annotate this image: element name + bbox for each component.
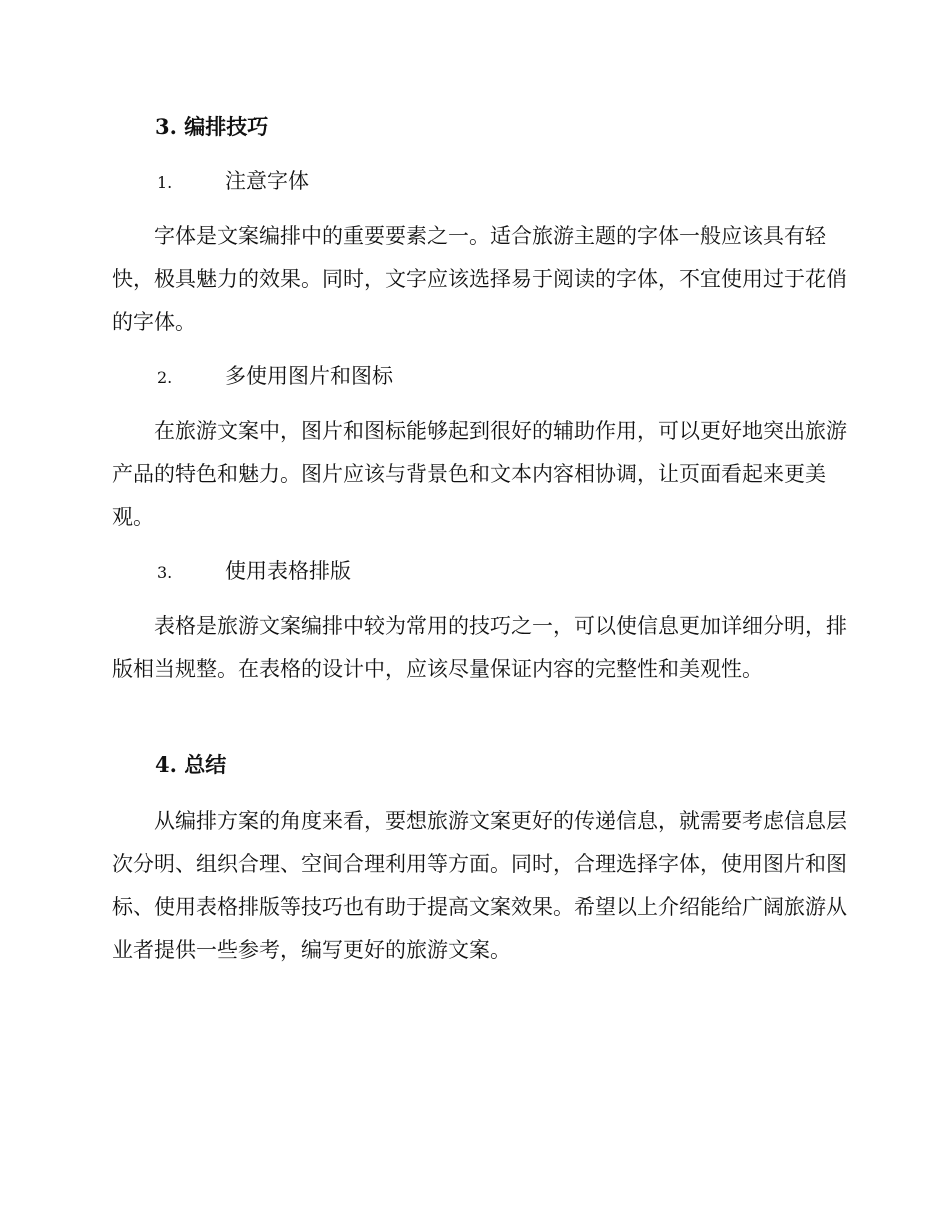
subsection-number: 1.	[157, 173, 173, 192]
paragraph-images-icons: 在旅游文案中，图片和图标能够起到很好的辅助作用，可以更好地突出旅游产品的特色和魅力。图片应该与背景色和文本内容相协调，让页面看起来更美观。	[112, 419, 847, 529]
subsection-title-images-icons	[157, 361, 393, 393]
paragraph-table-layout: 表格是旅游文案编排中较为常用的技巧之一，可以使信息更加详细分明，排版相当规整。在表格的设计中，应该尽量保证内容的完整性和美观性。	[112, 614, 847, 681]
subsection-title-text: 使用表格排版	[225, 559, 351, 583]
subsection-title-table-layout	[157, 556, 351, 588]
section-heading-layout-tips: 3. 编排技巧	[155, 114, 269, 139]
subsection-number: 3.	[157, 563, 173, 582]
section-heading-summary: 4. 总结	[155, 752, 227, 777]
subsection-number: 2.	[157, 368, 173, 387]
paragraph-summary: 从编排方案的角度来看，要想旅游文案更好的传递信息，就需要考虑信息层次分明、组织合理、空间合理利用等方面。同时，合理选择字体，使用图片和图标、使用表格排版等技巧也有助于提高文案效果。希望以上介绍能给广阔旅游从业者提供一些参考，编写更好的旅游文案。	[112, 809, 847, 962]
subsection-title-text: 多使用图片和图标	[225, 364, 393, 388]
subsection-title-text: 注意字体	[225, 169, 309, 193]
paragraph-font: 字体是文案编排中的重要要素之一。适合旅游主题的字体一般应该具有轻快，极具魅力的效果。同时，文字应该选择易于阅读的字体，不宜使用过于花俏的字体。	[112, 224, 847, 334]
subsection-title-font	[157, 166, 309, 198]
